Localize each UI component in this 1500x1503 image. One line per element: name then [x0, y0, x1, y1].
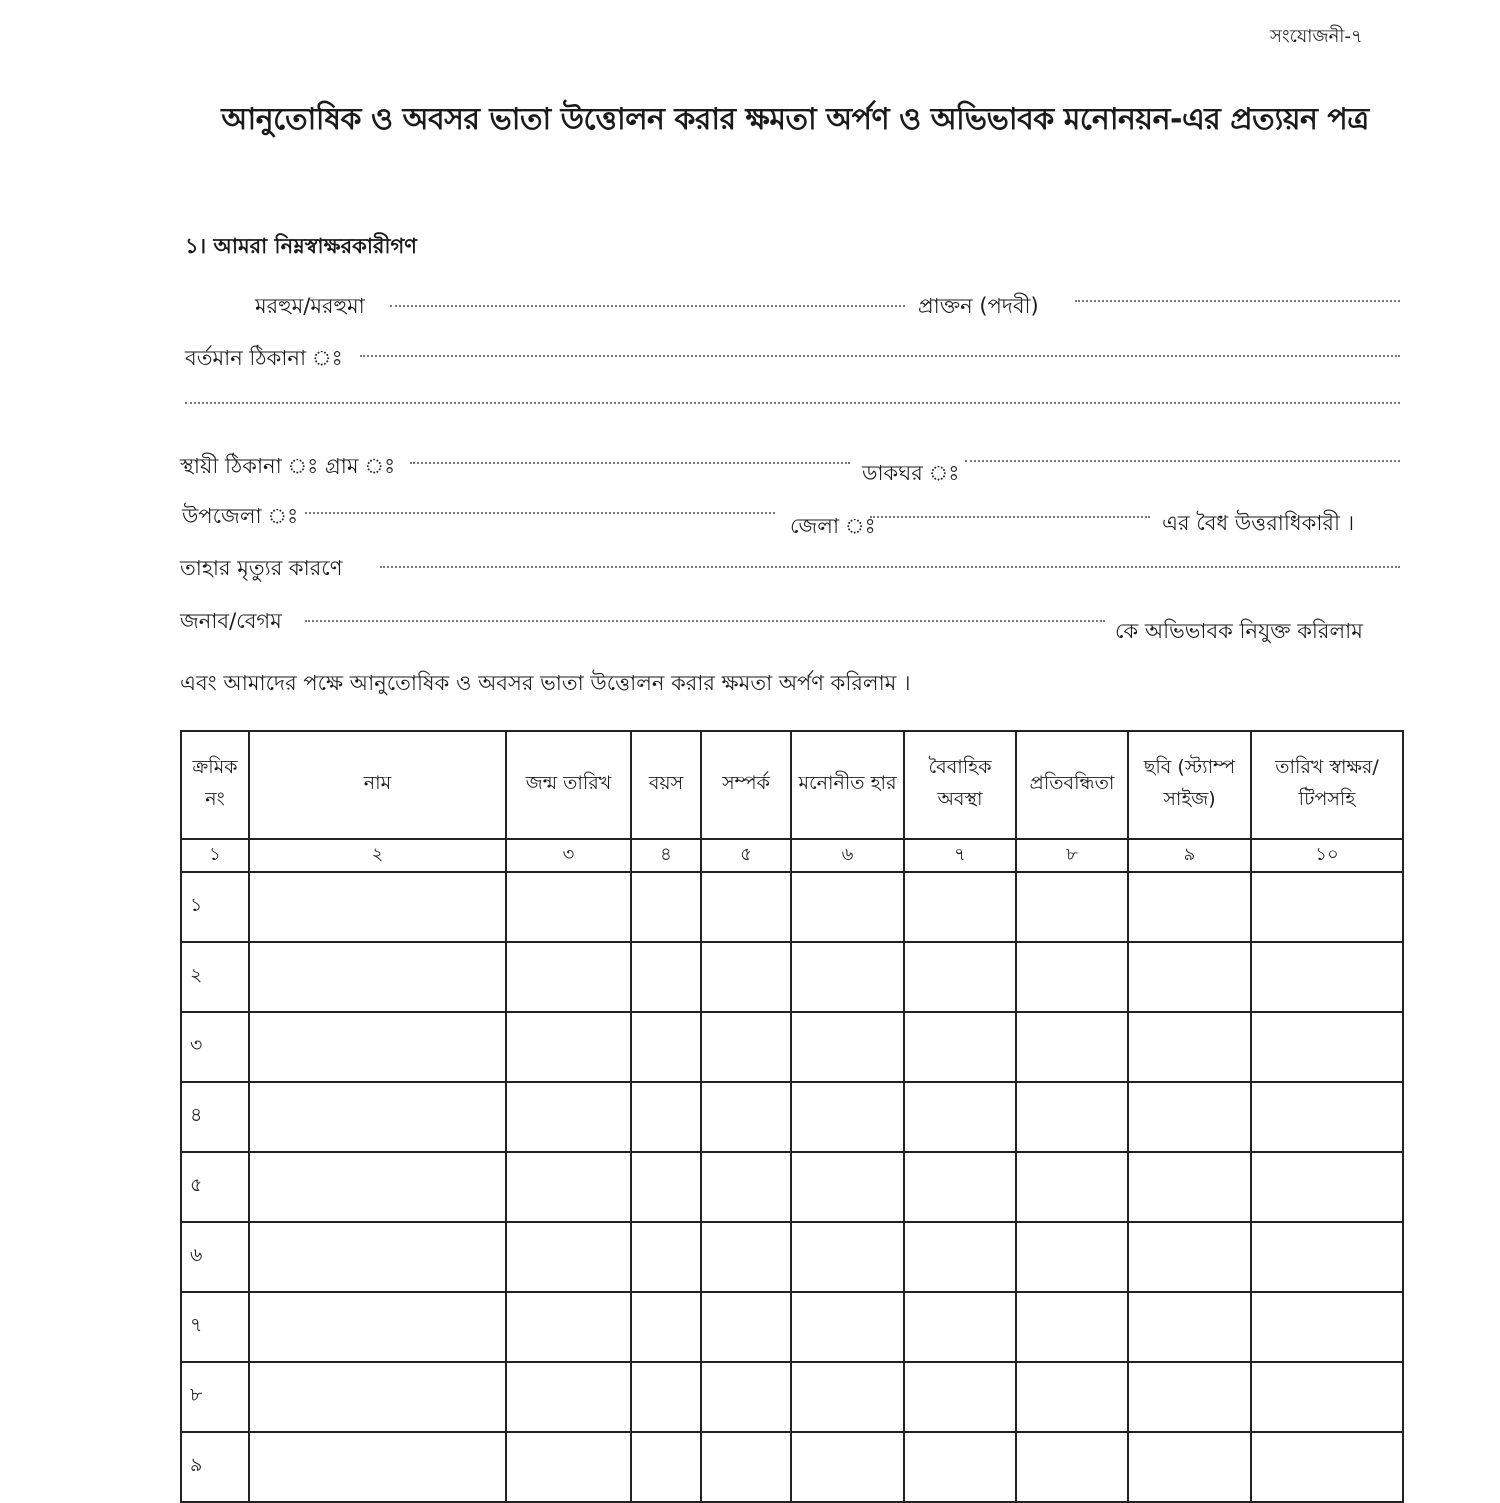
table-cell[interactable]	[1016, 1152, 1128, 1222]
table-cell[interactable]	[1016, 1082, 1128, 1152]
column-number: ১	[181, 839, 249, 872]
table-cell[interactable]	[249, 872, 506, 942]
column-number: ৪	[631, 839, 701, 872]
table-cell[interactable]	[1016, 872, 1128, 942]
table-cell[interactable]	[1251, 1152, 1403, 1222]
table-cell[interactable]	[249, 1082, 506, 1152]
table-cell[interactable]	[1128, 1362, 1251, 1432]
table-cell[interactable]	[249, 942, 506, 1012]
table-cell[interactable]	[701, 1082, 791, 1152]
table-row	[181, 1152, 1403, 1222]
column-number: ৮	[1016, 839, 1128, 872]
deceased-name-field[interactable]	[390, 305, 905, 307]
row-number: ৬	[181, 1222, 249, 1292]
column-number-row	[181, 839, 1403, 872]
table-cell[interactable]	[1016, 1362, 1128, 1432]
table-cell[interactable]	[701, 872, 791, 942]
mr-mrs-label: জনাব/বেগম	[180, 609, 282, 633]
table-cell[interactable]	[701, 1222, 791, 1292]
table-cell[interactable]	[904, 1082, 1016, 1152]
column-number: ৬	[791, 839, 904, 872]
table-cell[interactable]	[506, 872, 631, 942]
table-cell[interactable]	[631, 1292, 701, 1362]
table-cell[interactable]	[506, 1152, 631, 1222]
table-cell[interactable]	[1128, 1432, 1251, 1502]
table-cell[interactable]	[631, 942, 701, 1012]
row-number: ২	[181, 942, 249, 1012]
guardian-text: কে অভিভাবক নিযুক্ত করিলাম	[1115, 619, 1363, 643]
table-cell[interactable]	[791, 872, 904, 942]
table-cell[interactable]	[904, 1222, 1016, 1292]
table-cell[interactable]	[1251, 1292, 1403, 1362]
table-cell[interactable]	[904, 942, 1016, 1012]
row-number: ৩	[181, 1012, 249, 1082]
header-age: বয়স	[631, 731, 701, 839]
header-date-signature: তারিখ স্বাক্ষর/ টিপসহি	[1251, 731, 1403, 839]
table-row	[181, 942, 1403, 1012]
table-cell[interactable]	[631, 1222, 701, 1292]
table-cell[interactable]	[1251, 942, 1403, 1012]
table-cell[interactable]	[631, 1362, 701, 1432]
header-serial: ক্রমিক নং	[181, 731, 249, 839]
table-cell[interactable]	[904, 1152, 1016, 1222]
column-number: ৭	[904, 839, 1016, 872]
deceased-label: মরহুম/মরহুমা	[255, 294, 365, 318]
table-row	[181, 1012, 1403, 1082]
table-cell[interactable]	[1128, 1292, 1251, 1362]
table-cell[interactable]	[791, 942, 904, 1012]
table-cell[interactable]	[904, 1432, 1016, 1502]
table-row	[181, 1292, 1403, 1362]
post-office-field[interactable]	[965, 460, 1400, 462]
row-number: ৭	[181, 1292, 249, 1362]
table-cell[interactable]	[791, 1012, 904, 1082]
table-cell[interactable]	[701, 1152, 791, 1222]
table-cell[interactable]	[904, 1362, 1016, 1432]
row-number: ১	[181, 872, 249, 942]
table-cell[interactable]	[631, 1082, 701, 1152]
table-cell[interactable]	[249, 1362, 506, 1432]
present-address-label: বর্তমান ঠিকানা ঃ	[185, 346, 343, 370]
legal-heirs-text: এর বৈধ উত্তরাধিকারী ।	[1162, 511, 1355, 535]
table-cell[interactable]	[791, 1082, 904, 1152]
header-nominated-share: মনোনীত হার	[791, 731, 904, 839]
authority-text: এবং আমাদের পক্ষে আনুতোষিক ও অবসর ভাতা উত্তোলন করার ক্ষমতা অর্পণ করিলাম ।	[180, 671, 911, 695]
annex-label: সংযোজনী-৭	[1270, 26, 1363, 47]
row-number: ৪	[181, 1082, 249, 1152]
table-cell[interactable]	[1251, 1432, 1403, 1502]
table-cell[interactable]	[791, 1152, 904, 1222]
table-cell[interactable]	[631, 1152, 701, 1222]
page-title: আনুতোষিক ও অবসর ভাতা উত্তোলন করার ক্ষমতা অর্পণ ও অভিভাবক মনোনয়ন-এর প্রত্যয়ন পত্র	[221, 102, 1369, 137]
district-field[interactable]	[870, 516, 1150, 518]
header-birth-date: জন্ম তারিখ	[506, 731, 631, 839]
table-row	[181, 1082, 1403, 1152]
row-number: ৯	[181, 1432, 249, 1502]
table-header-row	[181, 731, 1403, 839]
upazila-field[interactable]	[305, 512, 775, 514]
death-cause-text: তাহার মৃত্যুর কারণে	[180, 556, 343, 580]
column-number: ৯	[1128, 839, 1251, 872]
header-disability: প্রতিবন্ধিতা	[1016, 731, 1128, 839]
table-cell[interactable]	[701, 1432, 791, 1502]
table-cell[interactable]	[1128, 1012, 1251, 1082]
table-cell[interactable]	[631, 1432, 701, 1502]
table-cell[interactable]	[249, 1222, 506, 1292]
table-row	[181, 872, 1403, 942]
table-cell[interactable]	[249, 1152, 506, 1222]
table-cell[interactable]	[701, 942, 791, 1012]
village-field[interactable]	[410, 462, 850, 464]
heirs-table	[180, 730, 1404, 1503]
table-cell[interactable]	[1128, 942, 1251, 1012]
table-cell[interactable]	[791, 1222, 904, 1292]
table-cell[interactable]	[506, 1012, 631, 1082]
column-number: ২	[249, 839, 506, 872]
table-cell[interactable]	[506, 1292, 631, 1362]
header-photo: ছবি (স্ট্যাম্প সাইজ)	[1128, 731, 1251, 839]
table-cell[interactable]	[1016, 1012, 1128, 1082]
table-cell[interactable]	[506, 942, 631, 1012]
table-cell[interactable]	[904, 1012, 1016, 1082]
column-number: ৩	[506, 839, 631, 872]
table-row	[181, 1362, 1403, 1432]
table-cell[interactable]	[631, 1012, 701, 1082]
guardian-name-field[interactable]	[305, 620, 1105, 622]
designation-field[interactable]	[1075, 300, 1400, 302]
table-cell[interactable]	[1251, 872, 1403, 942]
table-cell[interactable]	[1251, 1362, 1403, 1432]
header-marital-status: বৈবাহিক অবস্থা	[904, 731, 1016, 839]
table-row	[181, 1222, 1403, 1292]
district-label: জেলা ঃ	[790, 514, 876, 538]
table-cell[interactable]	[249, 1012, 506, 1082]
table-cell[interactable]	[791, 1292, 904, 1362]
table-cell[interactable]	[1251, 1222, 1403, 1292]
section-heading: ১। আমরা নিম্নস্বাক্ষরকারীগণ	[185, 234, 417, 258]
table-cell[interactable]	[1128, 1152, 1251, 1222]
header-relation: সম্পর্ক	[701, 731, 791, 839]
table-cell[interactable]	[1251, 1012, 1403, 1082]
present-address-field[interactable]	[360, 355, 1400, 357]
table-cell[interactable]	[1128, 872, 1251, 942]
table-cell[interactable]	[701, 1292, 791, 1362]
table-cell[interactable]	[506, 1432, 631, 1502]
death-cause-field[interactable]	[380, 566, 1400, 568]
table-cell[interactable]	[1016, 1292, 1128, 1362]
row-number: ৫	[181, 1152, 249, 1222]
table-cell[interactable]	[506, 1222, 631, 1292]
row-number: ৮	[181, 1362, 249, 1432]
former-designation-label: প্রাক্তন (পদবী)	[918, 294, 1039, 318]
table-cell[interactable]	[506, 1362, 631, 1432]
table-cell[interactable]	[1016, 1222, 1128, 1292]
table-cell[interactable]	[701, 1362, 791, 1432]
table-cell[interactable]	[904, 1292, 1016, 1362]
table-cell[interactable]	[249, 1432, 506, 1502]
table-cell[interactable]	[1016, 942, 1128, 1012]
table-cell[interactable]	[1128, 1082, 1251, 1152]
column-number: ১০	[1251, 839, 1403, 872]
table-cell[interactable]	[1128, 1222, 1251, 1292]
permanent-address-label: স্থায়ী ঠিকানা ঃ গ্রাম ঃ	[180, 454, 396, 478]
table-cell[interactable]	[631, 872, 701, 942]
post-office-label: ডাকঘর ঃ	[862, 461, 960, 485]
table-cell[interactable]	[904, 872, 1016, 942]
table-cell[interactable]	[791, 1432, 904, 1502]
table-cell[interactable]	[249, 1292, 506, 1362]
table-cell[interactable]	[506, 1082, 631, 1152]
header-name: নাম	[249, 731, 506, 839]
present-address-field-line2[interactable]	[185, 402, 1400, 404]
column-number: ৫	[701, 839, 791, 872]
table-cell[interactable]	[701, 1012, 791, 1082]
table-cell[interactable]	[1251, 1082, 1403, 1152]
table-cell[interactable]	[1016, 1432, 1128, 1502]
table-cell[interactable]	[791, 1362, 904, 1432]
table-row	[181, 1432, 1403, 1502]
upazila-label: উপজেলা ঃ	[182, 504, 299, 528]
